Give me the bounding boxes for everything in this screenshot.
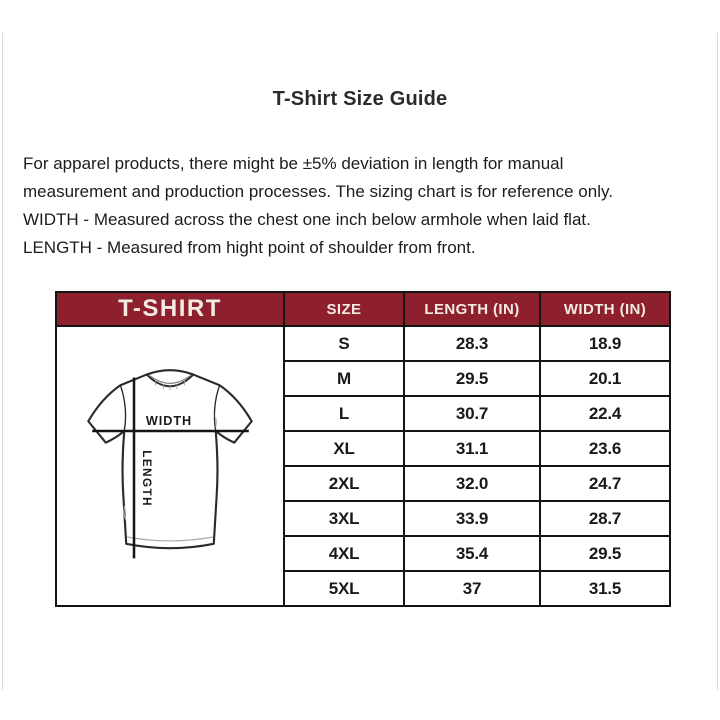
row-5xl-width: 31.5 — [541, 572, 669, 605]
tshirt-diagram-cell — [57, 327, 283, 605]
row-3xl-width: 28.7 — [541, 502, 669, 535]
row-l-size: L — [285, 397, 403, 430]
width-label: WIDTH — [145, 414, 193, 429]
row-xl-width: 23.6 — [541, 432, 669, 465]
row-m-width: 20.1 — [541, 362, 669, 395]
width-definition: WIDTH - Measured across the chest one inch below armhole when laid flat. — [23, 210, 591, 229]
row-2xl-size: 2XL — [285, 467, 403, 500]
row-l-width: 22.4 — [541, 397, 669, 430]
row-4xl-width: 29.5 — [541, 537, 669, 570]
row-5xl-size: 5XL — [285, 572, 403, 605]
row-m-size: M — [285, 362, 403, 395]
length-label: LENGTH — [139, 450, 153, 507]
row-s-length: 28.3 — [405, 327, 539, 360]
row-2xl-width: 24.7 — [541, 467, 669, 500]
row-2xl-length: 32.0 — [405, 467, 539, 500]
table-header-length: LENGTH (IN) — [405, 293, 539, 325]
row-xl-length: 31.1 — [405, 432, 539, 465]
tshirt-diagram — [72, 359, 268, 573]
size-guide-card — [2, 33, 718, 690]
length-definition: LENGTH - Measured from hight point of shoulder from front. — [23, 238, 476, 257]
page-title: T-Shirt Size Guide — [272, 88, 448, 110]
row-l-length: 30.7 — [405, 397, 539, 430]
row-m-length: 29.5 — [405, 362, 539, 395]
row-3xl-size: 3XL — [285, 502, 403, 535]
row-s-size: S — [285, 327, 403, 360]
row-5xl-length: 37 — [405, 572, 539, 605]
row-4xl-length: 35.4 — [405, 537, 539, 570]
row-s-width: 18.9 — [541, 327, 669, 360]
table-header-width: WIDTH (IN) — [541, 293, 669, 325]
description-block — [23, 150, 641, 262]
deviation-note: For apparel products, there might be ±5% deviation in length for manual measurement and production processes. The sizing chart is for reference only. — [23, 154, 613, 201]
row-xl-size: XL — [285, 432, 403, 465]
row-4xl-size: 4XL — [285, 537, 403, 570]
size-chart-table — [55, 291, 671, 607]
table-header-size: SIZE — [285, 293, 403, 325]
tshirt-outline — [88, 370, 251, 548]
table-header-product: T-SHIRT — [57, 293, 283, 325]
row-3xl-length: 33.9 — [405, 502, 539, 535]
